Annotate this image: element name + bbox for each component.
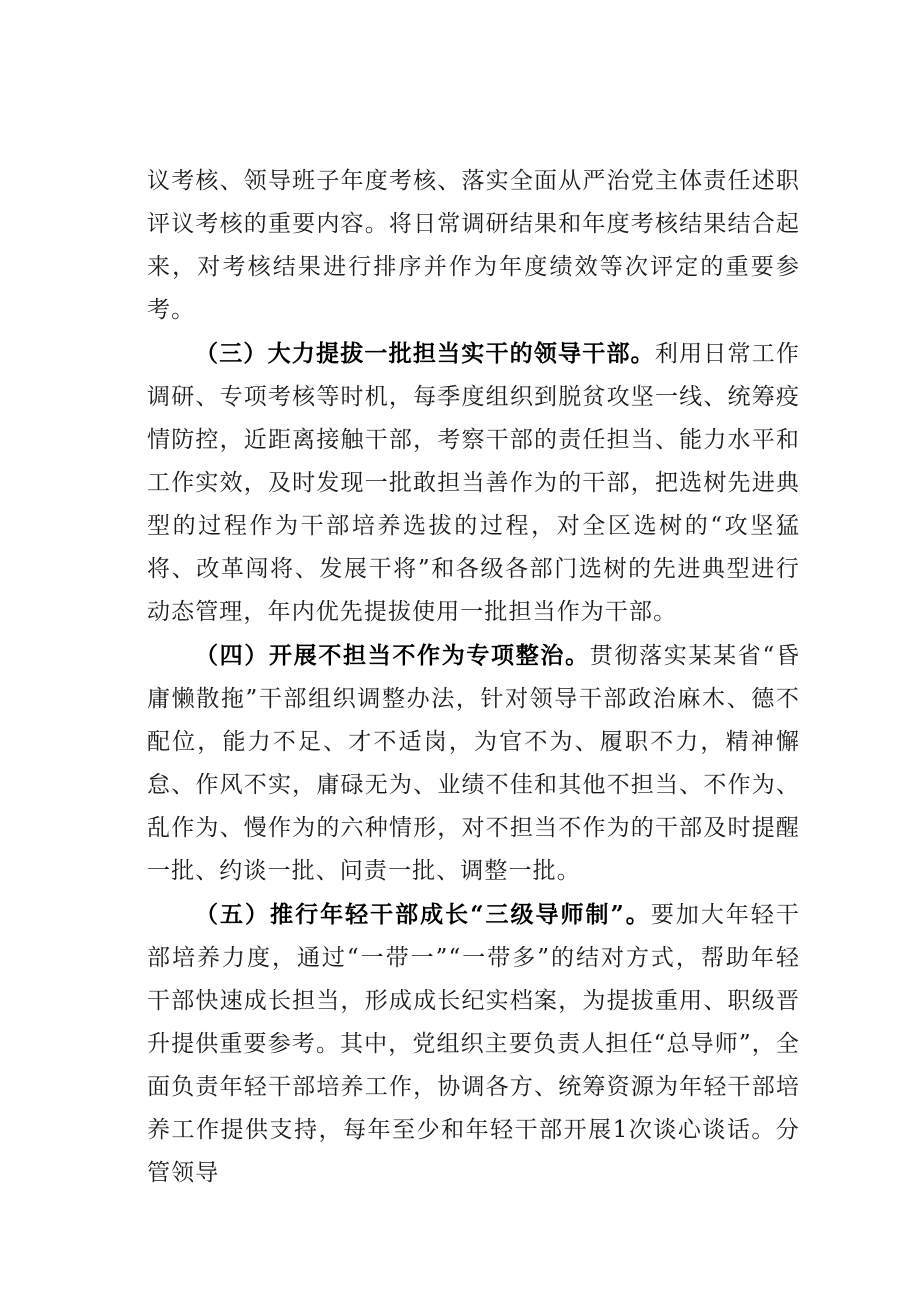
section-heading: （四）开展不担当不作为专项整治。: [195, 642, 590, 669]
paragraph-body: 贯彻落实某某省“昏庸懒散拖”干部组织调整办法，针对领导干部政治麻木、德不配位，能力不足、才不适岗，为官不为、履职不力，精神懈怠、作风不实，庸碌无为、业绩不佳和其他不担当、不作为、乱作为、慢作为的六种情形，对不担当不作为的干部及时提醒一批、约谈一批、问责一批、调整一批。: [147, 643, 800, 884]
paragraph-section-3: [147, 332, 800, 634]
paragraph-continuation: [147, 160, 800, 332]
document-page: [147, 160, 800, 1195]
paragraph-section-4: [147, 634, 800, 893]
paragraph-body: 利用日常工作调研、专项考核等时机，每季度组织到脱贫攻坚一线、统筹疫情防控，近距离接触干部，考察干部的责任担当、能力水平和工作实效，及时发现一批敢担当善作为的干部，把选树先进典型的过程作为干部培养选拔的过程，对全区选树的“攻坚猛将、改革闯将、发展干将”和各级各部门选树的先进典型进行动态管理，年内优先提拔使用一批担当作为干部。: [147, 341, 800, 625]
section-heading: （五）推行年轻干部成长“三级导师制”。: [195, 901, 651, 928]
paragraph-body: 要加大年轻干部培养力度，通过“一带一”“一带多”的结对方式，帮助年轻干部快速成长担当，形成成长纪实档案，为提拔重用、职级晋升提供重要参考。其中，党组织主要负责人担任“总导师”，全面负责年轻干部培养工作，协调各方、统筹资源为年轻干部培养工作提供支持，每年至少和年轻干部开展1次谈心谈话。分管领导: [147, 902, 801, 1186]
paragraph-section-5: [147, 893, 800, 1195]
section-heading: （三）大力提拔一批担当实干的领导干部。: [195, 340, 655, 367]
paragraph-body: 议考核、领导班子年度考核、落实全面从严治党主体责任述职评议考核的重要内容。将日常调研结果和年度考核结果结合起来，对考核结果进行排序并作为年度绩效等次评定的重要参考。: [147, 168, 800, 323]
